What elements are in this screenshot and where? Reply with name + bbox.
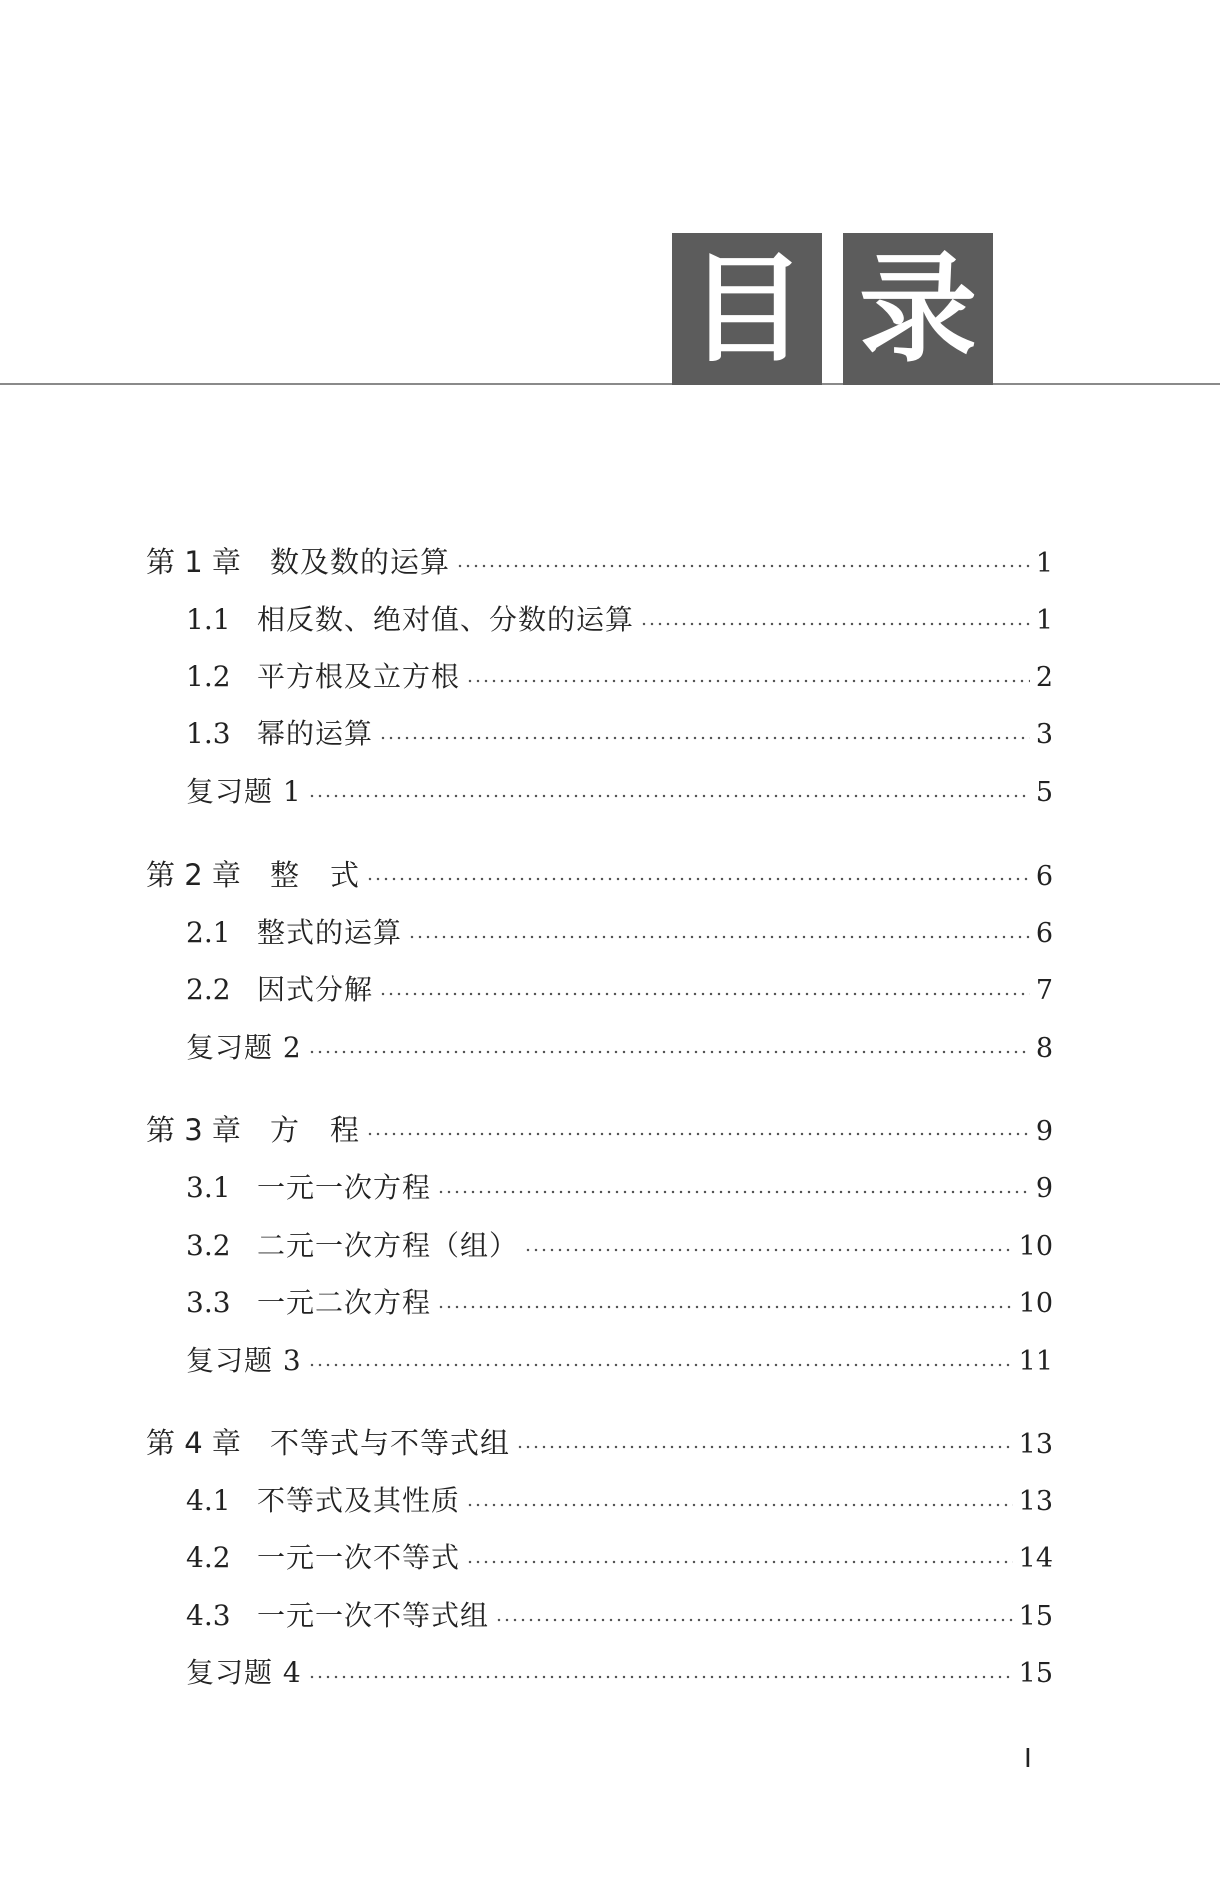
toc-section-row[interactable] [186,1224,1053,1268]
dot-leader [308,1674,1013,1680]
toc-page-number: 13 [1018,1429,1053,1460]
toc-page-number: 10 [1018,1288,1053,1319]
toc-page-number: 7 [1035,975,1053,1006]
toc-entry-number: 第 2 章 [146,858,241,892]
toc-section-row[interactable] [186,911,1053,955]
dot-leader [495,1617,1013,1623]
toc-section-row[interactable] [186,770,1053,814]
toc-entry-number: 3.1 [186,1171,231,1204]
toc-entry-title: 平方根及立方根 [257,660,461,693]
dot-leader [308,793,1030,799]
toc-page-number: 2 [1035,662,1053,693]
title-rule [0,383,1220,385]
toc-entry-title: 一元一次方程 [257,1171,432,1204]
dot-leader [379,991,1030,997]
toc-entry-title: 数及数的运算 [270,545,451,579]
toc-entry-number: 第 3 章 [146,1113,241,1147]
toc-entry-number: 1.3 [186,717,231,750]
toc-entry-title: 复习题 1 [186,775,302,808]
toc-page-number: 9 [1035,1173,1053,1204]
toc-page-number: 5 [1035,777,1053,808]
toc-entry-number: 4.3 [186,1599,231,1632]
toc-section-row[interactable] [186,1166,1053,1210]
toc-section-row[interactable] [186,1339,1053,1383]
toc-section-row[interactable] [186,1536,1053,1580]
toc-entry-number: 1.2 [186,660,231,693]
toc-entry-title: 一元二次方程 [257,1286,432,1319]
dot-leader [524,1247,1013,1253]
toc-entry-number: 4.2 [186,1541,231,1574]
toc-entry-title: 整 式 [270,858,361,892]
toc-entry-number: 3.3 [186,1286,231,1319]
toc-entry-title: 不等式与不等式组 [270,1426,511,1460]
toc-entry-title: 幂的运算 [257,717,374,750]
dot-leader [437,1304,1013,1310]
toc-page-number: 6 [1035,918,1053,949]
toc-entry-number: 3.2 [186,1229,231,1262]
toc-entry-title: 因式分解 [257,973,374,1006]
dot-leader [466,1502,1013,1508]
toc-chapter-row[interactable] [146,1108,1053,1152]
toc-page-number: 6 [1035,861,1053,892]
toc-page-number: 11 [1018,1346,1053,1377]
toc-entry-title: 二元一次方程（组） [257,1229,519,1262]
toc-entry-number: 第 4 章 [146,1426,241,1460]
dot-leader [516,1444,1013,1450]
toc-entry-number: 1.1 [186,603,231,636]
toc-entry-number: 4.1 [186,1484,231,1517]
toc-section-row[interactable] [186,712,1053,756]
toc-section-row[interactable] [186,1281,1053,1325]
toc-entry-number: 2.1 [186,916,231,949]
toc-section-row[interactable] [186,655,1053,699]
toc-page-number: 13 [1018,1486,1053,1517]
dot-leader [379,735,1030,741]
dot-leader [437,1189,1030,1195]
toc-entry-title: 复习题 2 [186,1031,302,1064]
toc-page-number: 14 [1018,1543,1053,1574]
toc-section-row[interactable] [186,598,1053,642]
toc-section-row[interactable] [186,1026,1053,1070]
dot-leader [466,678,1030,684]
toc-chapter-row[interactable] [146,853,1053,897]
toc-page-number: 15 [1018,1658,1053,1689]
toc-section-row[interactable] [186,1651,1053,1695]
title-box-2: 录 [843,233,993,385]
toc-entry-title: 相反数、绝对值、分数的运算 [257,603,635,636]
dot-leader [456,563,1030,569]
title-box-1: 目 [672,233,822,385]
toc-entry-title: 方 程 [270,1113,361,1147]
dot-leader [308,1049,1030,1055]
toc-chapter-row[interactable] [146,540,1053,584]
toc-entry-title: 一元一次不等式组 [257,1599,490,1632]
toc-section-row[interactable] [186,1479,1053,1523]
toc-page-number: 9 [1035,1116,1053,1147]
toc-page-number: 15 [1018,1601,1053,1632]
toc-entry-title: 不等式及其性质 [257,1484,461,1517]
dot-leader [640,621,1030,627]
toc-page-number: 8 [1035,1033,1053,1064]
toc-entry-title: 一元一次不等式 [257,1541,461,1574]
dot-leader [308,1362,1013,1368]
toc-chapter-row[interactable] [146,1421,1053,1465]
toc-page-number: 10 [1018,1231,1053,1262]
toc-entry-title: 复习题 3 [186,1344,302,1377]
page-folio: I [1024,1742,1032,1773]
dot-leader [466,1559,1013,1565]
toc-page-number: 3 [1035,719,1053,750]
toc-entry-number: 第 1 章 [146,545,241,579]
toc-section-row[interactable] [186,1594,1053,1638]
toc-entry-title: 整式的运算 [257,916,403,949]
dot-leader [408,934,1030,940]
toc-entry-title: 复习题 4 [186,1656,302,1689]
dot-leader [366,1131,1030,1137]
toc-page-number: 1 [1035,548,1053,579]
dot-leader [366,876,1030,882]
toc-page-number: 1 [1035,605,1053,636]
toc-section-row[interactable] [186,968,1053,1012]
toc-entry-number: 2.2 [186,973,231,1006]
